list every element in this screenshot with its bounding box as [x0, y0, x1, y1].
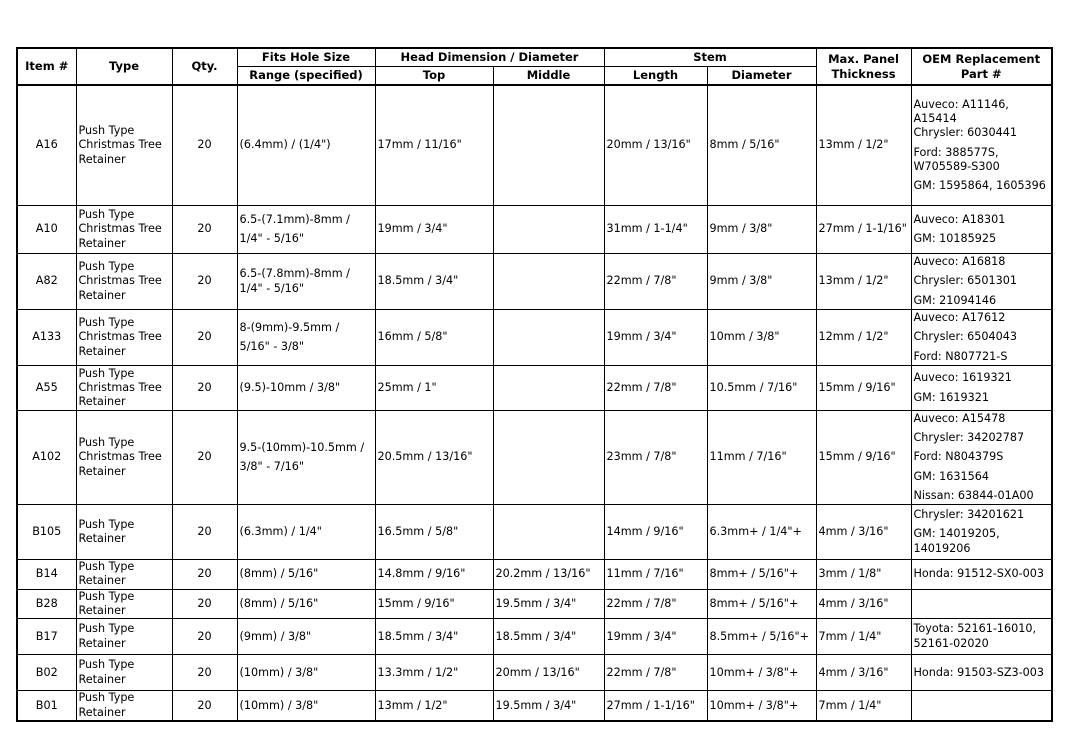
- type-line: Retainer: [78, 636, 126, 650]
- max-panel-thickness: 3mm / 1/8": [816, 560, 911, 590]
- head-middle: [493, 206, 604, 254]
- max-panel-thickness: 27mm / 1-1/16": [816, 206, 911, 254]
- stem-length: 19mm / 3/4": [604, 619, 707, 655]
- head-top: 16mm / 5/8": [375, 310, 493, 366]
- head-middle: [493, 366, 604, 411]
- hole-size-line: 6.5-(7.8mm)-8mm /: [239, 267, 350, 281]
- hole-size: [237, 691, 375, 722]
- oem-part-line: 52161-02020: [913, 636, 989, 650]
- header-max-panel-line2: Thickness: [831, 66, 896, 81]
- oem-part-line: Nissan: 63844-01A00: [913, 488, 1034, 502]
- item-number: B28: [17, 589, 76, 619]
- type: [76, 505, 172, 560]
- header-type: Type: [76, 48, 172, 85]
- header-middle: Middle: [493, 67, 604, 86]
- type: [76, 206, 172, 254]
- head-top: 20.5mm / 13/16": [375, 411, 493, 505]
- type-line: Retainer: [78, 344, 126, 358]
- hole-size: [237, 254, 375, 310]
- max-panel-thickness: 7mm / 1/4": [816, 691, 911, 722]
- type-line: Push Type: [78, 124, 135, 138]
- head-middle: [493, 85, 604, 206]
- table-row: [17, 589, 1052, 619]
- type: [76, 691, 172, 722]
- type-line: Christmas Tree: [78, 450, 162, 464]
- hole-size: [237, 85, 375, 206]
- stem-length: 11mm / 7/16": [604, 560, 707, 590]
- type-line: Push Type: [78, 560, 135, 573]
- max-panel-thickness: 4mm / 3/16": [816, 655, 911, 691]
- head-top: 18.5mm / 3/4": [375, 254, 493, 310]
- oem-part-line: Auveco: A16818: [913, 255, 1006, 269]
- table-row: [17, 619, 1052, 655]
- quantity: 20: [172, 366, 237, 411]
- stem-diameter: 10mm+ / 3/8"+: [707, 655, 816, 691]
- table-row: [17, 366, 1052, 411]
- item-number: B14: [17, 560, 76, 590]
- stem-diameter: 6.3mm+ / 1/4"+: [707, 505, 816, 560]
- type-line: Retainer: [78, 603, 126, 617]
- oem-part-line: Chrysler: 6030441: [913, 126, 1017, 140]
- oem-part-line: Auveco: A11146,: [913, 97, 1009, 111]
- oem-part: [911, 411, 1052, 505]
- oem-part-line: Auveco: A17612: [913, 311, 1006, 325]
- type: [76, 310, 172, 366]
- quantity: 20: [172, 691, 237, 722]
- quantity: 20: [172, 589, 237, 619]
- quantity: 20: [172, 310, 237, 366]
- header-diameter: Diameter: [707, 67, 816, 86]
- table-row: [17, 206, 1052, 254]
- head-middle: 19.5mm / 3/4": [493, 589, 604, 619]
- table-row: [17, 310, 1052, 366]
- type-line: Push Type: [78, 366, 135, 380]
- header-item: Item #: [17, 48, 76, 85]
- retainer-parts-table: [16, 47, 1053, 722]
- oem-part-line: Ford: N807721-S: [913, 349, 1008, 363]
- type: [76, 85, 172, 206]
- oem-part: [911, 655, 1052, 691]
- head-top: 19mm / 3/4": [375, 206, 493, 254]
- header-qty: Qty.: [172, 48, 237, 85]
- header-length: Length: [604, 67, 707, 86]
- max-panel-thickness: 12mm / 1/2": [816, 310, 911, 366]
- hole-size-line: 1/4" - 5/16": [239, 232, 305, 245]
- type: [76, 411, 172, 505]
- head-middle: 18.5mm / 3/4": [493, 619, 604, 655]
- stem-diameter: 11mm / 7/16": [707, 411, 816, 505]
- hole-size-line: (9mm) / 3/8": [239, 629, 312, 643]
- head-top: 14.8mm / 9/16": [375, 560, 493, 590]
- oem-part: [911, 85, 1052, 206]
- type-line: Push Type: [78, 316, 135, 330]
- oem-part-line: Chrysler: 34201621: [913, 508, 1025, 522]
- header-stem: Stem: [604, 48, 816, 67]
- oem-part: [911, 254, 1052, 310]
- type-line: Push Type: [78, 589, 135, 603]
- head-middle: 19.5mm / 3/4": [493, 691, 604, 722]
- type-line: Retainer: [78, 236, 126, 250]
- type-line: Push Type: [78, 517, 135, 531]
- oem-part-line: Ford: N804379S: [913, 450, 1004, 464]
- item-number: B01: [17, 691, 76, 722]
- stem-diameter: 8.5mm+ / 5/16"+: [707, 619, 816, 655]
- oem-part-line: GM: 14019205,: [913, 527, 1000, 541]
- type: [76, 560, 172, 590]
- type-line: Retainer: [78, 672, 126, 686]
- type-line: Retainer: [78, 395, 126, 409]
- stem-length: 31mm / 1-1/4": [604, 206, 707, 254]
- oem-part: [911, 206, 1052, 254]
- type-line: Christmas Tree: [78, 138, 162, 152]
- stem-diameter: 9mm / 3/8": [707, 254, 816, 310]
- hole-size-line: (10mm) / 3/8": [239, 698, 319, 712]
- head-middle: [493, 411, 604, 505]
- hole-size: [237, 589, 375, 619]
- head-top: 18.5mm / 3/4": [375, 619, 493, 655]
- table-header: [17, 48, 1052, 85]
- hole-size: [237, 560, 375, 590]
- quantity: 20: [172, 85, 237, 206]
- oem-part-line: GM: 1595864, 1605396: [913, 179, 1046, 193]
- quantity: 20: [172, 619, 237, 655]
- stem-diameter: 8mm+ / 5/16"+: [707, 589, 816, 619]
- type: [76, 366, 172, 411]
- oem-part-line: 14019206: [913, 541, 971, 555]
- stem-diameter: 10mm+ / 3/8"+: [707, 691, 816, 722]
- type-line: Christmas Tree: [78, 330, 162, 344]
- type-line: Retainer: [78, 464, 126, 478]
- type-line: Christmas Tree: [78, 274, 162, 288]
- oem-part: [911, 505, 1052, 560]
- oem-part-line: Chrysler: 6501301: [913, 274, 1017, 288]
- header-oem: [911, 48, 1052, 85]
- oem-part: [911, 619, 1052, 655]
- oem-part-line: Ford: 388577S,: [913, 145, 999, 159]
- head-top: 13mm / 1/2": [375, 691, 493, 722]
- hole-size-line: (6.3mm) / 1/4": [239, 524, 322, 538]
- header-fits-hole: Fits Hole Size: [237, 48, 375, 67]
- head-top: 16.5mm / 5/8": [375, 505, 493, 560]
- header-head-dimension: Head Dimension / Diameter: [375, 48, 604, 67]
- max-panel-thickness: 13mm / 1/2": [816, 85, 911, 206]
- item-number: A16: [17, 85, 76, 206]
- max-panel-thickness: 7mm / 1/4": [816, 619, 911, 655]
- stem-length: 27mm / 1-1/16": [604, 691, 707, 722]
- hole-size-line: (8mm) / 5/16": [239, 596, 319, 610]
- table-row: [17, 411, 1052, 505]
- quantity: 20: [172, 411, 237, 505]
- item-number: B17: [17, 619, 76, 655]
- oem-part-line: Toyota: 52161-16010,: [913, 622, 1037, 636]
- hole-size-line: (6.4mm) / (1/4"): [239, 138, 331, 152]
- oem-part-line: Auveco: A18301: [913, 212, 1006, 226]
- max-panel-thickness: 13mm / 1/2": [816, 254, 911, 310]
- stem-length: 14mm / 9/16": [604, 505, 707, 560]
- head-middle: [493, 310, 604, 366]
- type-line: Christmas Tree: [78, 380, 162, 394]
- head-top: 17mm / 11/16": [375, 85, 493, 206]
- item-number: A10: [17, 206, 76, 254]
- oem-part-line: W705589-S300: [913, 159, 1000, 173]
- stem-diameter: 8mm / 5/16": [707, 85, 816, 206]
- max-panel-thickness: 15mm / 9/16": [816, 366, 911, 411]
- oem-part-line: Chrysler: 34202787: [913, 431, 1025, 445]
- hole-size: [237, 366, 375, 411]
- item-number: A82: [17, 254, 76, 310]
- oem-part-line: Honda: 91512-SX0-003: [913, 567, 1045, 581]
- header-max-panel: [816, 48, 911, 85]
- quantity: 20: [172, 206, 237, 254]
- type: [76, 655, 172, 691]
- type-line: Push Type: [78, 622, 135, 636]
- oem-part: [911, 560, 1052, 590]
- head-middle: 20.2mm / 13/16": [493, 560, 604, 590]
- type: [76, 619, 172, 655]
- header-max-panel-line1: Max. Panel: [828, 52, 899, 67]
- table-row: [17, 691, 1052, 722]
- quantity: 20: [172, 254, 237, 310]
- hole-size-line: (8mm) / 5/16": [239, 567, 319, 581]
- hole-size: [237, 206, 375, 254]
- head-middle: 20mm / 13/16": [493, 655, 604, 691]
- stem-length: 22mm / 7/8": [604, 254, 707, 310]
- oem-part-line: GM: 10185925: [913, 232, 997, 245]
- table-row: [17, 85, 1052, 206]
- head-top: 13.3mm / 1/2": [375, 655, 493, 691]
- hole-size-line: 9.5-(10mm)-10.5mm /: [239, 440, 365, 454]
- oem-part-line: GM: 21094146: [913, 293, 997, 307]
- head-middle: [493, 254, 604, 310]
- item-number: A133: [17, 310, 76, 366]
- type-line: Push Type: [78, 658, 135, 672]
- oem-part: [911, 366, 1052, 411]
- oem-part-line: A15414: [913, 111, 957, 125]
- oem-part-line: GM: 1619321: [913, 390, 989, 404]
- table-body: [17, 85, 1052, 721]
- stem-diameter: 8mm+ / 5/16"+: [707, 560, 816, 590]
- quantity: 20: [172, 560, 237, 590]
- table-row: [17, 254, 1052, 310]
- stem-length: 19mm / 3/4": [604, 310, 707, 366]
- max-panel-thickness: 4mm / 3/16": [816, 589, 911, 619]
- stem-length: 20mm / 13/16": [604, 85, 707, 206]
- oem-part-line: Chrysler: 6504043: [913, 330, 1017, 344]
- type-line: Push Type: [78, 260, 135, 274]
- hole-size-line: 5/16" - 3/8": [239, 340, 305, 353]
- hole-size: [237, 505, 375, 560]
- hole-size-line: (10mm) / 3/8": [239, 665, 319, 679]
- type-line: Push Type: [78, 436, 135, 450]
- hole-size: [237, 411, 375, 505]
- max-panel-thickness: 15mm / 9/16": [816, 411, 911, 505]
- item-number: A55: [17, 366, 76, 411]
- type-line: Push Type: [78, 208, 135, 222]
- header-range-specified: Range (specified): [237, 67, 375, 86]
- hole-size-line: 3/8" - 7/16": [239, 460, 305, 473]
- item-number: A102: [17, 411, 76, 505]
- hole-size-line: 6.5-(7.1mm)-8mm /: [239, 212, 350, 226]
- head-top: 25mm / 1": [375, 366, 493, 411]
- table-row: [17, 560, 1052, 590]
- type-line: Push Type: [78, 691, 135, 705]
- head-top: 15mm / 9/16": [375, 589, 493, 619]
- type-line: Christmas Tree: [78, 222, 162, 236]
- oem-part-line: GM: 1631564: [913, 469, 989, 483]
- oem-part-line: Auveco: 1619321: [913, 371, 1012, 385]
- stem-diameter: 10.5mm / 7/16": [707, 366, 816, 411]
- oem-part: [911, 310, 1052, 366]
- oem-part: [911, 589, 1052, 619]
- type-line: Retainer: [78, 705, 126, 719]
- header-top: Top: [375, 67, 493, 86]
- stem-length: 22mm / 7/8": [604, 366, 707, 411]
- stem-length: 23mm / 7/8": [604, 411, 707, 505]
- table-row: [17, 655, 1052, 691]
- quantity: 20: [172, 505, 237, 560]
- type-line: Retainer: [78, 152, 126, 166]
- hole-size-line: 1/4" - 5/16": [239, 281, 305, 295]
- item-number: B105: [17, 505, 76, 560]
- type: [76, 589, 172, 619]
- type-line: Retainer: [78, 574, 126, 588]
- hole-size: [237, 655, 375, 691]
- oem-part-line: Honda: 91503-SZ3-003: [913, 665, 1045, 679]
- type-line: Retainer: [78, 532, 126, 545]
- oem-part: [911, 691, 1052, 722]
- oem-part-line: Auveco: A15478: [913, 411, 1006, 425]
- stem-length: 22mm / 7/8": [604, 655, 707, 691]
- type-line: Retainer: [78, 288, 126, 302]
- header-oem-line1: OEM Replacement: [922, 52, 1041, 67]
- stem-length: 22mm / 7/8": [604, 589, 707, 619]
- max-panel-thickness: 4mm / 3/16": [816, 505, 911, 560]
- item-number: B02: [17, 655, 76, 691]
- table-row: [17, 505, 1052, 560]
- hole-size-line: 8-(9mm)-9.5mm /: [239, 320, 340, 334]
- hole-size-line: (9.5)-10mm / 3/8": [239, 380, 341, 394]
- type: [76, 254, 172, 310]
- hole-size: [237, 310, 375, 366]
- quantity: 20: [172, 655, 237, 691]
- head-middle: [493, 505, 604, 560]
- hole-size: [237, 619, 375, 655]
- stem-diameter: 9mm / 3/8": [707, 206, 816, 254]
- header-oem-line2: Part #: [960, 66, 1002, 81]
- stem-diameter: 10mm / 3/8": [707, 310, 816, 366]
